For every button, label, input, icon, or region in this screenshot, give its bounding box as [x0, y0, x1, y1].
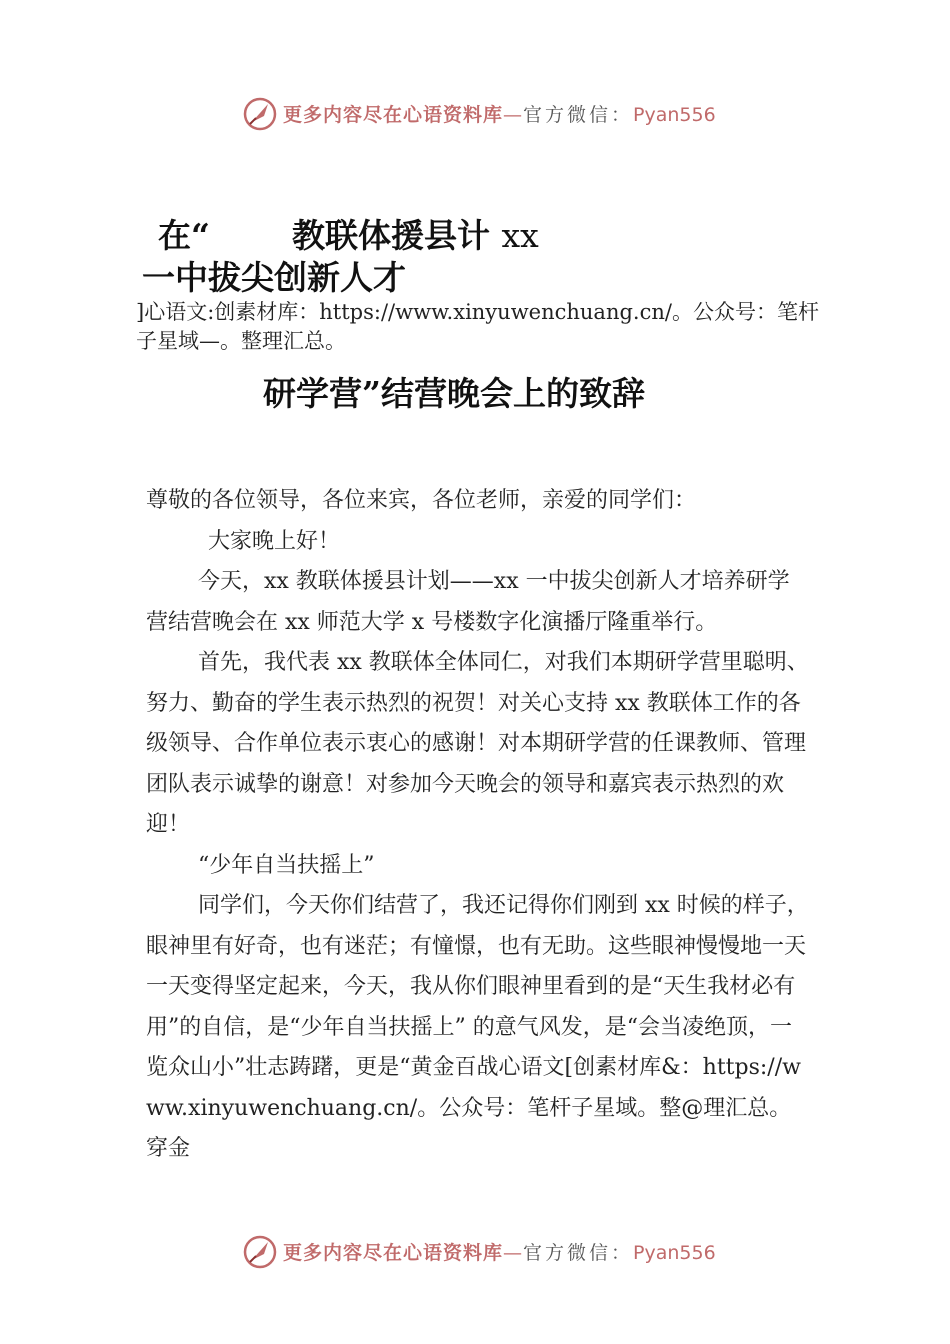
section-heading: “少年自当扶摇上”: [198, 852, 375, 878]
title-line-3: 研学营”结营晚会上的致辞: [263, 374, 645, 413]
quill-logo-icon: [242, 96, 278, 132]
banner-text: [283, 1238, 716, 1265]
title-main: 教联体援县计: [291, 216, 490, 255]
banner-official-label: 官方微信：: [523, 1242, 634, 1264]
greeting: 尊敬的各位领导，各位来宾，各位老师，亲爱的同学们：: [146, 488, 697, 513]
title-prefix: 在“: [158, 216, 210, 255]
banner-wechat-id: Pyan556: [633, 104, 716, 126]
banner-official-label: 官方微信：: [523, 104, 634, 126]
source-note: ]心语文:创素材库：https://www.xinyuwenchuang.cn/。公众号：笔杆子星域—。整理汇总。: [136, 300, 819, 353]
evening-greeting: 大家晚上好！: [208, 528, 341, 554]
banner-brand: 更多内容尽在心语资料库: [283, 104, 504, 126]
banner-brand: 更多内容尽在心语资料库: [283, 1242, 504, 1264]
banner-separator: —: [503, 104, 524, 126]
banner-wechat-id: Pyan556: [633, 1242, 716, 1264]
title-xx: xx: [501, 216, 539, 255]
paragraph-2: 首先，我代表 xx 教联体全体同仁，对我们本期研学营里聪明、努力、勤奋的学生表示热烈的祝贺！对关心支持 xx 教联体工作的各级领导、合作单位表示衷心的感谢！对本期研学营的任课教师、管理团队表示诚挚的谢意！对参加今天晚会的领导和嘉宾表示热烈的欢迎！: [146, 650, 809, 837]
quill-logo-icon: [242, 1234, 278, 1270]
title-line-1: [158, 210, 539, 257]
footer-banner: [0, 1232, 950, 1272]
paragraph-1: 今天，xx 教联体援县计划——xx 一中拔尖创新人才培养研学营结营晚会在 xx 师范大学 x 号楼数字化演播厅隆重举行。: [146, 569, 790, 635]
banner-separator: —: [503, 1242, 524, 1264]
banner-text: [283, 100, 716, 127]
header-banner: [0, 94, 950, 134]
speech-body: [146, 481, 810, 1170]
paragraph-3: 同学们，今天你们结营了，我还记得你们刚到 xx 时候的样子，眼神里有好奇，也有迷茫；有憧憬，也有无助。这些眼神慢慢地一天一天变得坚定起来，今天，我从你们眼神里看到的是“天生我材必有用”的自信，是“少年自当扶摇上” 的意气风发，是“会当凌绝顶，一览众山小”壮志踌躇，更是“黄金百战心语文[创素材库&：https://www.xinyuwenchuang.cn/。公众号：笔杆子星域。整@理汇总。穿金: [146, 893, 809, 1161]
title-line-2: 一中拔尖创新人才: [142, 258, 406, 297]
